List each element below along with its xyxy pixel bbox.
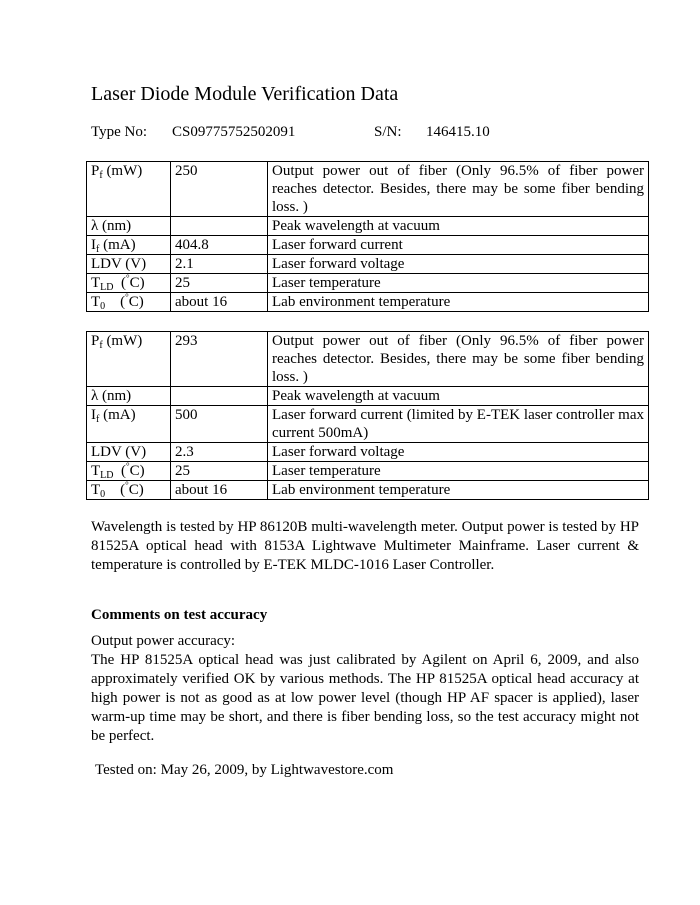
value-cell: 25 bbox=[171, 462, 268, 481]
value-cell: 2.3 bbox=[171, 443, 268, 462]
spec-table-1 bbox=[86, 161, 649, 312]
description-cell: Laser forward voltage bbox=[268, 255, 649, 274]
param-cell: $I_f$ (mA) bbox=[87, 236, 171, 255]
table-row bbox=[87, 406, 649, 443]
param-cell: $T_0$ (°C) bbox=[87, 481, 171, 500]
spec-table-2 bbox=[86, 331, 649, 500]
page-title: Laser Diode Module Verification Data bbox=[91, 83, 399, 105]
description-cell: Laser temperature bbox=[268, 274, 649, 293]
table-row bbox=[87, 462, 649, 481]
description-cell: Peak wavelength at vacuum bbox=[268, 217, 649, 236]
param-cell: LDV (V) bbox=[87, 443, 171, 462]
value-cell: 293 bbox=[171, 332, 268, 387]
value-cell bbox=[171, 217, 268, 236]
table-row bbox=[87, 274, 649, 293]
description-cell: Laser forward current bbox=[268, 236, 649, 255]
value-cell bbox=[171, 387, 268, 406]
param-cell: $I_f$ (mA) bbox=[87, 406, 171, 443]
type-no-label: Type No: bbox=[91, 124, 148, 140]
description-cell: Laser forward current (limited by E-TEK laser controller max current 500mA) bbox=[268, 406, 649, 443]
table-row bbox=[87, 387, 649, 406]
param-cell: $T_{LD}$ (°C) bbox=[87, 274, 171, 293]
value-cell: about 16 bbox=[171, 481, 268, 500]
value-cell: 500 bbox=[171, 406, 268, 443]
param-cell: $P_f$ (mW) bbox=[87, 332, 171, 387]
description-cell: Output power out of fiber (Only 96.5% of fiber power reaches detector. Besides, there may be some fiber bending loss. ) bbox=[268, 162, 649, 217]
description-cell: Laser temperature bbox=[268, 462, 649, 481]
type-no-value: CS09775752502091 bbox=[172, 124, 296, 140]
table-row bbox=[87, 481, 649, 500]
value-cell: 25 bbox=[171, 274, 268, 293]
table-row bbox=[87, 162, 649, 217]
equipment-paragraph: Wavelength is tested by HP 86120B multi-wavelength meter. Output power is tested by HP 81525A optical head with 8153A Lightwave Multimeter Mainframe. Laser current & temperature is controlled by E-TEK MLDC-1016 Laser Controller. bbox=[91, 519, 639, 573]
tested-on-line: Tested on: May 26, 2009, by Lightwavestore.com bbox=[95, 762, 394, 778]
table-row bbox=[87, 443, 649, 462]
comments-heading: Comments on test accuracy bbox=[91, 607, 268, 623]
param-cell: $T_{LD}$ (°C) bbox=[87, 462, 171, 481]
output-power-label: Output power accuracy: bbox=[91, 633, 236, 649]
description-cell: Peak wavelength at vacuum bbox=[268, 387, 649, 406]
param-cell: λ (nm) bbox=[87, 217, 171, 236]
value-cell: about 16 bbox=[171, 293, 268, 312]
param-cell: λ (nm) bbox=[87, 387, 171, 406]
table-row bbox=[87, 217, 649, 236]
param-cell: LDV (V) bbox=[87, 255, 171, 274]
table-row bbox=[87, 332, 649, 387]
table-row bbox=[87, 255, 649, 274]
param-cell: $T_0$ (°C) bbox=[87, 293, 171, 312]
value-cell: 250 bbox=[171, 162, 268, 217]
table-row bbox=[87, 236, 649, 255]
description-cell: Lab environment temperature bbox=[268, 293, 649, 312]
description-cell: Lab environment temperature bbox=[268, 481, 649, 500]
table-row bbox=[87, 293, 649, 312]
value-cell: 2.1 bbox=[171, 255, 268, 274]
description-cell: Output power out of fiber (Only 96.5% of fiber power reaches detector. Besides, there may be some fiber bending loss. ) bbox=[268, 332, 649, 387]
param-cell: $P_f$ (mW) bbox=[87, 162, 171, 217]
value-cell: 404.8 bbox=[171, 236, 268, 255]
sn-label: S/N: bbox=[374, 124, 402, 140]
accuracy-paragraph: The HP 81525A optical head was just calibrated by Agilent on April 6, 2009, and also approximately verified OK by various methods. The HP 81525A optical head accuracy at high power is not as good as at low power level (though HP AF spacer is applied), laser warm-up time may be short, and there is fiber bending loss, so the test accuracy might not be perfect. bbox=[91, 652, 639, 744]
description-cell: Laser forward voltage bbox=[268, 443, 649, 462]
sn-value: 146415.10 bbox=[426, 124, 490, 140]
